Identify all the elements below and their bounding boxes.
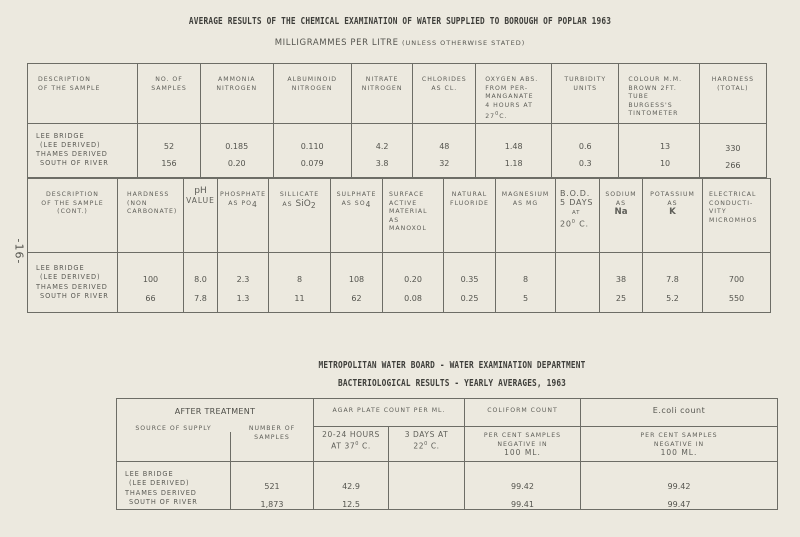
bacteriological-title: METROPOLITAN WATER BOARD - WATER EXAMINATION DEPARTMENT (318, 360, 586, 371)
table-body-row (28, 253, 771, 313)
header-potassium: POTASSIUM AS K (643, 179, 703, 253)
bact-col-coliform: 99.42 99.41 (511, 482, 534, 509)
col-nitrate: 4.2 3.8 (351, 124, 413, 178)
table-body-row (28, 124, 767, 178)
header-chlorides: CHLORIDES AS CL. (413, 64, 476, 124)
col-conductivity: 700 550 (703, 253, 771, 313)
col-colour: 13 10 (619, 124, 699, 178)
chemical-subtitle (0, 38, 800, 48)
header-ecoli-percent: PER CENT SAMPLES NEGATIVE IN 100 ML. (640, 432, 718, 457)
header-no-samples: NO. OF SAMPLES (138, 64, 201, 124)
header-ph-value: pH VALUE (184, 179, 218, 253)
bacteriological-table (116, 398, 778, 510)
header-coliform-count: COLIFORM COUNT (487, 407, 558, 414)
header-agar-plate-count: AGAR PLATE COUNT PER ML. (332, 407, 446, 414)
header-number-of-samples: NUMBER OF SAMPLES (248, 425, 296, 441)
col-sodium: 38 25 (600, 253, 643, 313)
header-turbidity: TURBIDITY UNITS (552, 64, 619, 124)
col-albuminoid: 0.110 0.079 (273, 124, 351, 178)
table-header-row (28, 179, 771, 253)
col-hardness-total: 330 266 (699, 124, 766, 178)
bact-row-descriptions: LEE BRIDGE (LEE DERIVED) THAMES DERIVED SOUTH OF RIVER (125, 470, 198, 506)
header-ecoli-count: E.coli count (652, 406, 706, 415)
bact-col-agar-37: 42.9 12.5 (342, 482, 360, 509)
table-header-row (28, 64, 767, 124)
header-surface-active: SURFACE ACTIVE MATERIAL AS MANOXOL (383, 179, 444, 253)
header-bod: B.O.D. 5 DAYS AT $20^0$ C. (556, 179, 600, 253)
header-description: DESCRIPTION OF THE SAMPLE (28, 64, 138, 124)
chemical-title: AVERAGE RESULTS OF THE CHEMICAL EXAMINATION OF WATER SUPPLIED TO BOROUGH OF POPLAR 1963 (188, 16, 612, 27)
header-natural-fluoride: NATURAL FLUORIDE (444, 179, 496, 253)
header-magnesium: MAGNESIUM AS MG (496, 179, 556, 253)
header-after-treatment: AFTER TREATMENT (174, 407, 256, 416)
col-magnesium: 8 5 (496, 253, 556, 313)
header-sillicate: SILLICATE AS SiO$_2$ (269, 179, 331, 253)
col-no-samples: 52 156 (138, 124, 201, 178)
header-agar-37c: 20-24 HOURS AT $37^0$ C. (322, 430, 380, 450)
col-ph: 8.0 7.8 (184, 253, 218, 313)
header-sodium: SODIUM AS Na (600, 179, 643, 253)
header-ammonia-nitrogen: AMMONIA NITROGEN (200, 64, 273, 124)
header-nitrate-nitrogen: NITRATE NITROGEN (351, 64, 413, 124)
subtitle-main: MILLIGRAMMES PER LITRE (274, 38, 399, 48)
header-hardness-noncarbonate: HARDNESS (NON CARBONATE) (118, 179, 184, 253)
header-coliform-percent: PER CENT SAMPLES NEGATIVE IN 100 ML. (483, 432, 562, 457)
col-sulphate: 108 62 (331, 253, 383, 313)
chemical-table-1 (27, 63, 767, 178)
header-colour: COLOUR M.M. BROWN 2FT. TUBE BURGESS'S TINTOMETER (619, 64, 699, 124)
row-descriptions: LEE BRIDGE (LEE DERIVED) THAMES DERIVED SOUTH OF RIVER (28, 124, 138, 178)
bact-col-agar-22 (389, 481, 464, 488)
col-bod (556, 253, 600, 313)
page-number: -16- (12, 238, 26, 265)
col-sillicate: 8 11 (269, 253, 331, 313)
col-turbidity: 0.6 0.3 (552, 124, 619, 178)
col-phosphate: 2.3 1.3 (218, 253, 269, 313)
col-surface-active: 0.20 0.08 (383, 253, 444, 313)
col-ammonia: 0.185 0.20 (200, 124, 273, 178)
header-oxygen-absorbed: OXYGEN ABS. FROM PER- MANGANATE 4 HOURS AT $27^0C$. (476, 64, 552, 124)
col-oxygen: 1.48 1.18 (476, 124, 552, 178)
header-phosphate: PHOSPHATE AS $PO_4$ (218, 179, 269, 253)
header-agar-22c: 3 DAYS AT $22^0$ C. (404, 430, 449, 450)
bacteriological-subtitle: BACTERIOLOGICAL RESULTS - YEARLY AVERAGES, 1963 (337, 378, 567, 389)
header-albuminoid-nitrogen: ALBUMINOID NITROGEN (273, 64, 351, 124)
col-hardness-noncarbonate: 100 66 (118, 253, 184, 313)
subtitle-note: (UNLESS OTHERWISE STATED) (401, 39, 526, 47)
row-descriptions: LEE BRIDGE (LEE DERIVED) THAMES DERIVED SOUTH OF RIVER (28, 253, 118, 313)
header-source-of-supply: SOURCE OF SUPPLY (135, 425, 212, 432)
header-conductivity: ELECTRICAL CONDUCTI- VITY MICROMHOS (703, 179, 771, 253)
chemical-table-2 (27, 178, 771, 313)
col-fluoride: 0.35 0.25 (444, 253, 496, 313)
header-hardness-total: HARDNESS (TOTAL) (699, 64, 766, 124)
header-sulphate: SULPHATE AS $SO_4$ (331, 179, 383, 253)
bact-col-ecoli: 99.42 99.47 (667, 482, 691, 509)
col-potassium: 7.8 5.2 (643, 253, 703, 313)
col-chlorides: 48 32 (413, 124, 476, 178)
bact-col-samples: 521 1,873 (260, 482, 284, 509)
header-description-cont: DESCRIPTION OF THE SAMPLE (CONT.) (28, 179, 118, 253)
